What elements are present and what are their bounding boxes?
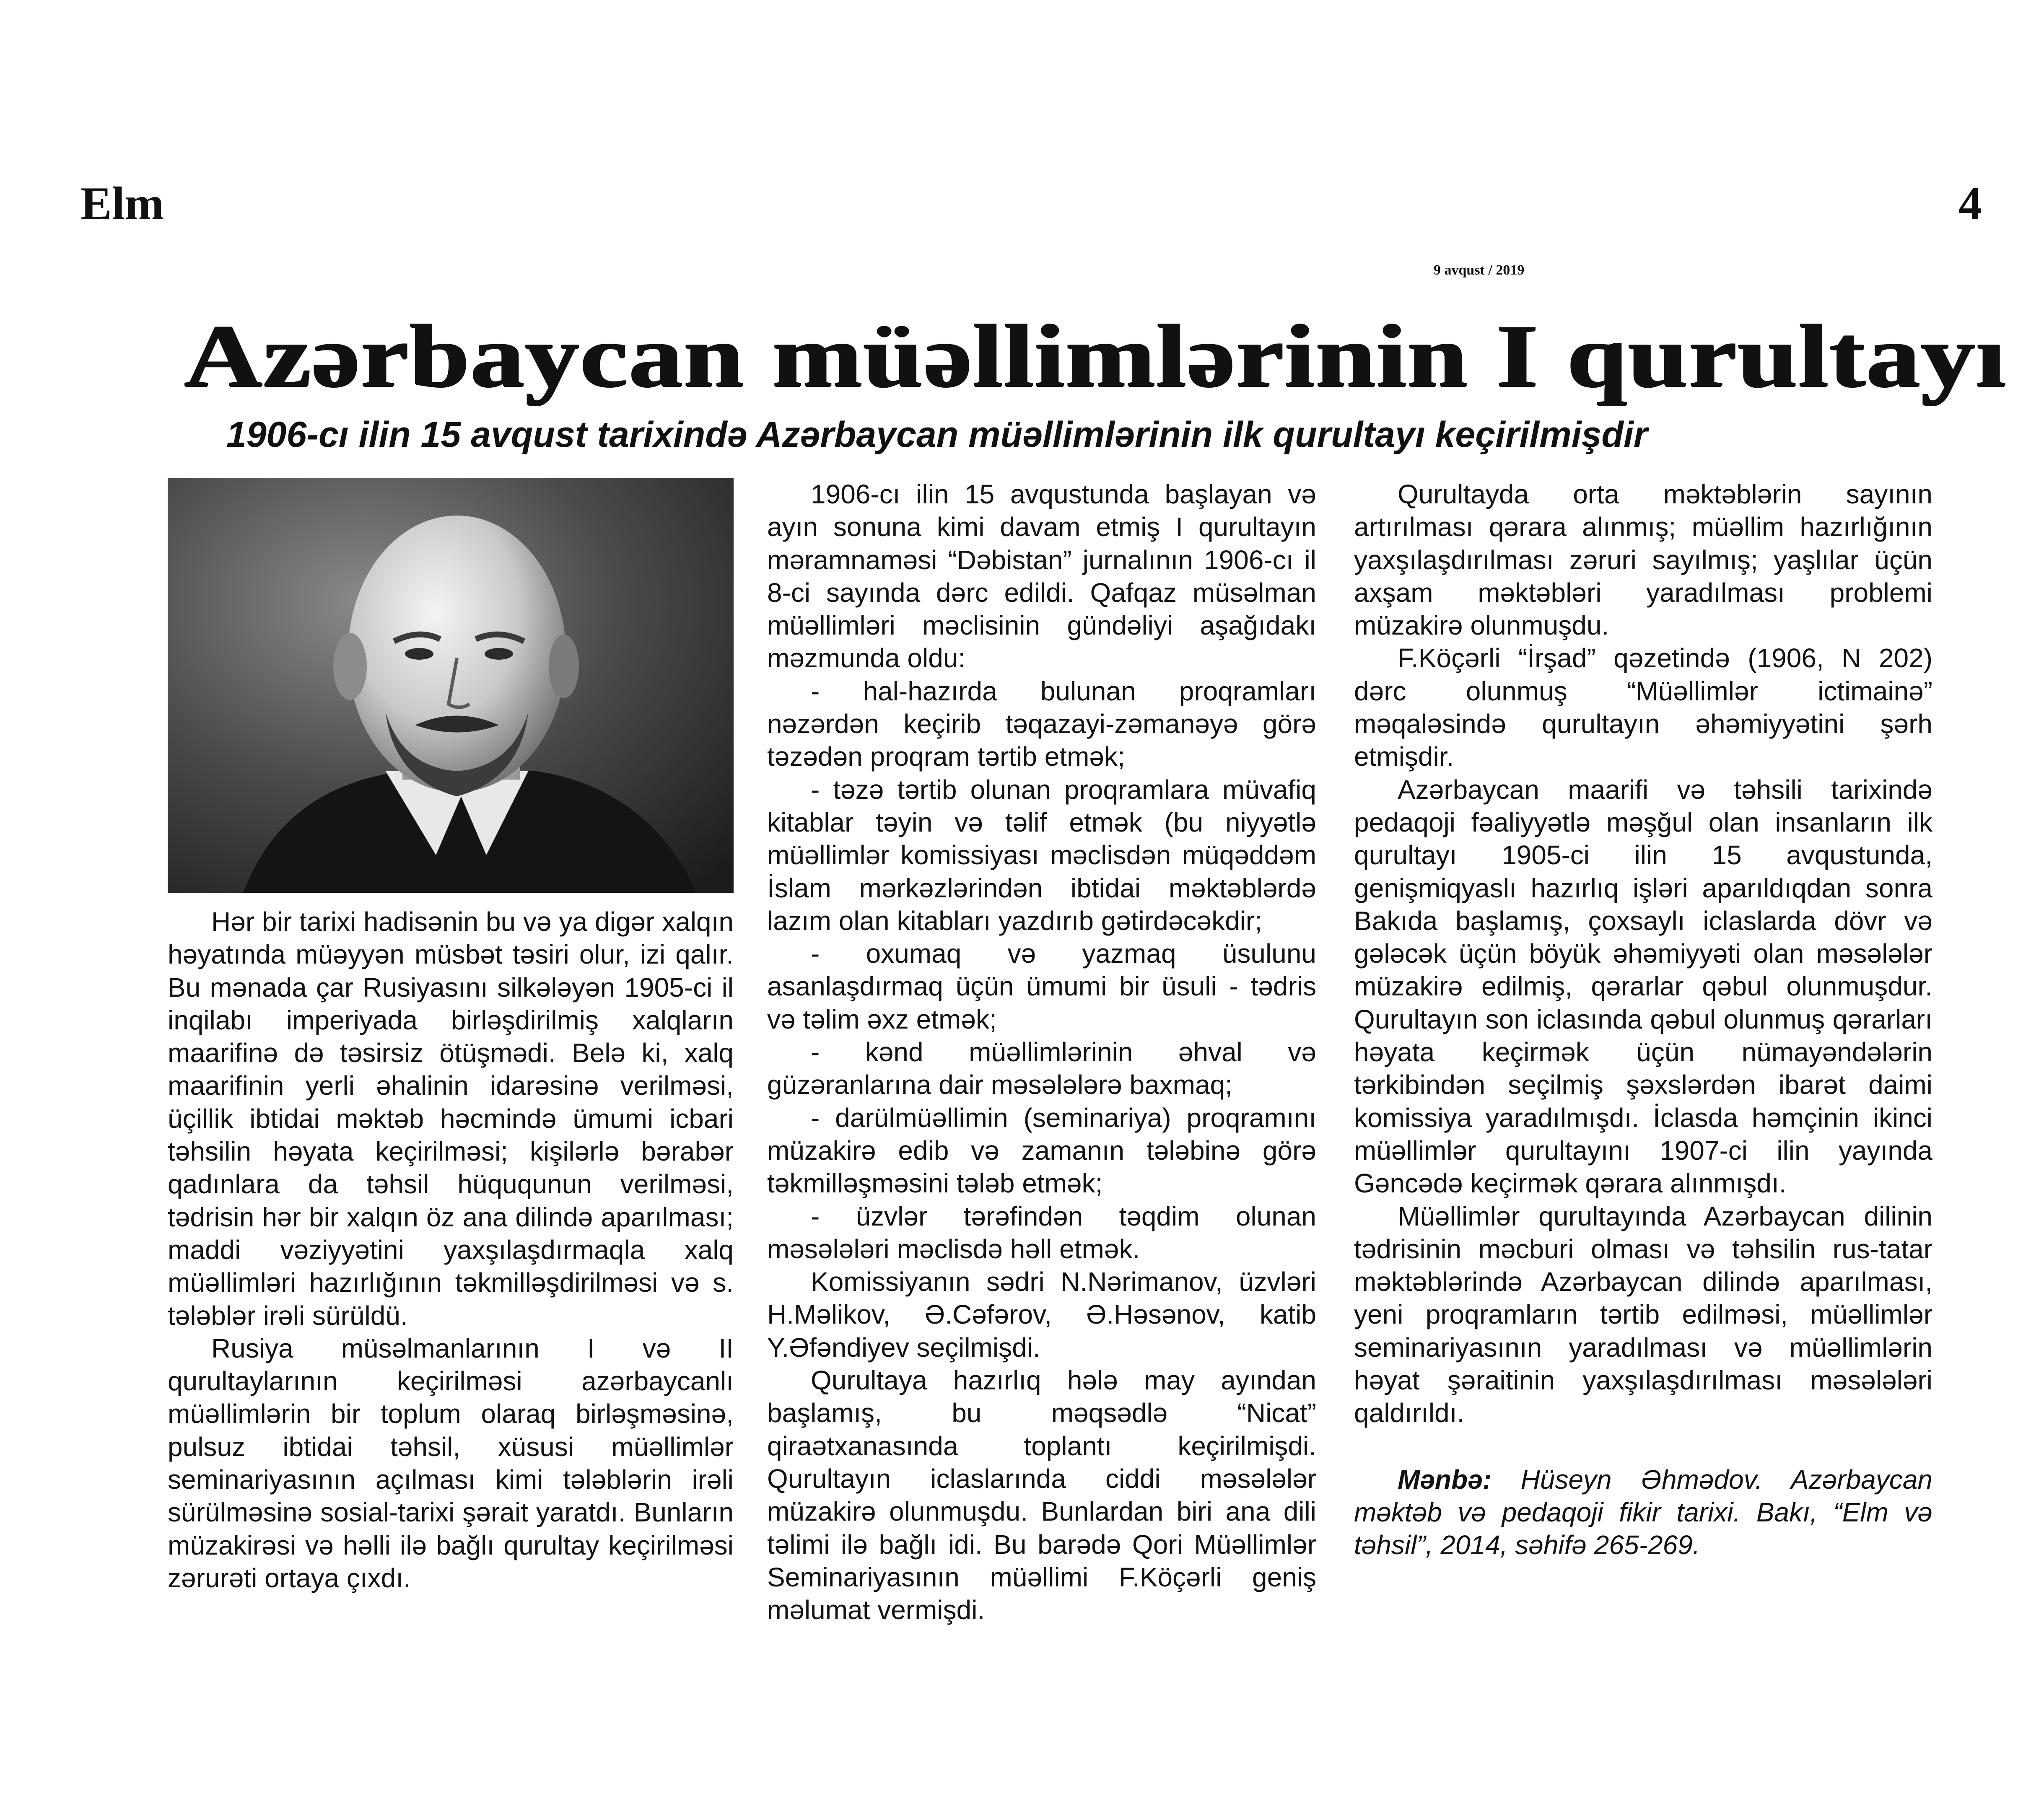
list-item: - üzvlər tərəfindən təqdim olunan məsələləri məclisdə həll etmək. bbox=[767, 1201, 1316, 1264]
list-item: - hal-hazırda bulunan proqramları nəzərdən keçirib təqazayi-zəmanəyə görə təzədən proqram tərtib etmək; bbox=[767, 676, 1316, 772]
article-column-3 bbox=[1354, 478, 1932, 1562]
paragraph: Qurultaya hazırlıq hələ may ayından başlamış, bu məqsədlə “Nicat” qiraətxanasında toplantı keçirilmişdi. Qurultayın iclaslarında ciddi məsələlər müzakirə olunmuşdu. Bunlardan biri ana dili təlimi ilə bağlı idi. Bu barədə Qori Müəllimlər Seminariyasının müəllimi F.Köçərli geniş məlumat vermişdi. bbox=[767, 1365, 1316, 1625]
article-subtitle: 1906-cı ilin 15 avqust tarixində Azərbaycan müəllimlərinin ilk qurultayı keçirilmişdir bbox=[226, 415, 1648, 455]
portrait-photo bbox=[168, 478, 734, 893]
source-citation bbox=[1354, 1463, 1932, 1562]
article-column-2 bbox=[767, 478, 1316, 1626]
section-name: Elm bbox=[80, 178, 164, 230]
list-item: - kənd müəllimlərinin əhval və güzəranlarına dair məsələlərə baxmaq; bbox=[767, 1037, 1316, 1100]
list-item: - oxumaq və yazmaq üsulunu asanlaşdırmaq üçün ümumi bir üsuli - tədris və təlim əxz etmək; bbox=[767, 938, 1316, 1034]
paragraph: F.Köçərli “İrşad” qəzetində (1906, N 202) dərc olunmuş “Müəllimlər ictimainə” məqaləsində qurultayın əhəmiyyətini şərh etmişdir. bbox=[1354, 643, 1932, 772]
paragraph: Azərbaycan maarifi və təhsili tarixində pedaqoji fəaliyyətlə məşğul olan insanların ilk qurultayı 1905-ci ilin 15 avqustunda, genişmiqyaslı hazırlıq işləri aparıldıqdan sonra Bakıda başlamış, çoxsaylı iclaslarda dövr və gələcək üçün böyük əhəmiyyəti olan məsələlər müzakirə edilmiş, qərarlar qəbul olunmuşdur. Qurultayın son iclasında qəbul olunmuş qərarları həyata keçirmək üçün nümayəndələrin tərkibindən seçilmiş şəxslərdən ibarət daimi komissiya yaradılmışdı. İclasda həmçinin ikinci müəllimlər qurultayını 1907-ci ilin yayında Gəncədə keçirmək qərara alınmışdı. bbox=[1354, 774, 1932, 1199]
article-title: Azərbaycan müəllimlərinin I qurultayı bbox=[184, 306, 2007, 406]
source-label: Mənbə: bbox=[1398, 1464, 1491, 1495]
page-number: 4 bbox=[1958, 178, 1982, 230]
portrait-image bbox=[168, 478, 734, 893]
paragraph: Rusiya müsəlmanlarının I və II qurultaylarının keçirilməsi azərbaycanlı müəllimlərin bir toplum olaraq birləşməsinə, pulsuz ibtidai təhsil, xüsusi müəllimlər seminariyasının açılması kimi tələblərin irəli sürülməsinə sosial-tarixi şərait yaratdı. Bunların müzakirəsi və həlli ilə bağlı qurultay keçirilməsi zərurəti ortaya çıxdı. bbox=[168, 1333, 734, 1593]
paragraph: Qurultayda orta məktəblərin sayının artırılması qərara alınmış; müəllim hazırlığının yaxşılaşdırılması zəruri sayılmış; yaşlılar üçün axşam məktəbləri yaradılması problemi müzakirə olunmuşdu. bbox=[1354, 479, 1932, 641]
source-text: Hüseyn Əhmədov. Azərbaycan məktəb və pedaqoji fikir tarixi. Bakı, “Elm və təhsil”, 2014, səhifə 265-269. bbox=[1354, 1464, 1933, 1560]
list-item: - darülmüəllimin (seminariya) proqramını müzakirə edib və zamanın tələbinə görə təkmilləşməsini tələb etmək; bbox=[767, 1102, 1316, 1199]
article-column-1 bbox=[168, 905, 734, 1594]
paragraph: Komissiyanın sədri N.Nərimanov, üzvləri H.Məlikov, Ə.Cəfərov, Ə.Həsənov, katib Y.Əfəndiyev seçilmişdi. bbox=[767, 1267, 1316, 1363]
paragraph: 1906-cı ilin 15 avqustunda başlayan və ayın sonuna kimi davam etmiş I qurultayın məramnaməsi “Dəbistan” jurnalının 1906-cı il 8-ci sayında dərc edildi. Qafqaz müsəlman müəllimləri məclisinin gündəliyi aşağıdakı məzmunda oldu: bbox=[767, 479, 1316, 674]
paragraph: Müəllimlər qurultayında Azərbaycan dilinin tədrisinin məcburi olması və təhsilin rus-tatar məktəblərində Azərbaycan dilində aparılması, yeni proqramların tərtib edilməsi, müəllimlər seminariyasının yaradılması və müəllimlərin həyat şəraitinin yaxşılaşdırılması məsələləri qaldırıldı. bbox=[1354, 1201, 1932, 1428]
list-item: - təzə tərtib olunan proqramlara müvafiq kitablar təyin və təlif etmək (bu niyyətlə müəllimlər komissiyası məclisdən müqəddəm İslam mərkəzlərindən ibtidai məktəblərdə lazım olan kitabları yazdırıb gətirdəcəkdir; bbox=[767, 774, 1316, 936]
paragraph: Hər bir tarixi hadisənin bu və ya digər xalqın həyatında müəyyən müsbət təsiri olur, izi qalır. Bu mənada çar Rusiyasını silkələyən 1905-ci il inqilabı imperiyada birləşdirilmiş xalqların maarifinə də təsirsiz ötüşmədi. Belə ki, xalq maarifinin yerli əhalinin idarəsinə verilməsi, üçillik ibtidai məktəb həcmində ümumi icbari təhsilin həyata keçirilməsi; kişilərlə bərabər qadınlara da təhsil hüququnun verilməsi, tədrisin hər bir xalqın öz ana dilində aparılması; maddi vəziyyətini yaxşılaşdırmaqla xalq müəllimləri hazırlığının təkmilləşdirilməsi və s. tələblər irəli sürüldü. bbox=[168, 907, 734, 1331]
issue-date: 9 avqust / 2019 bbox=[1434, 262, 1525, 278]
